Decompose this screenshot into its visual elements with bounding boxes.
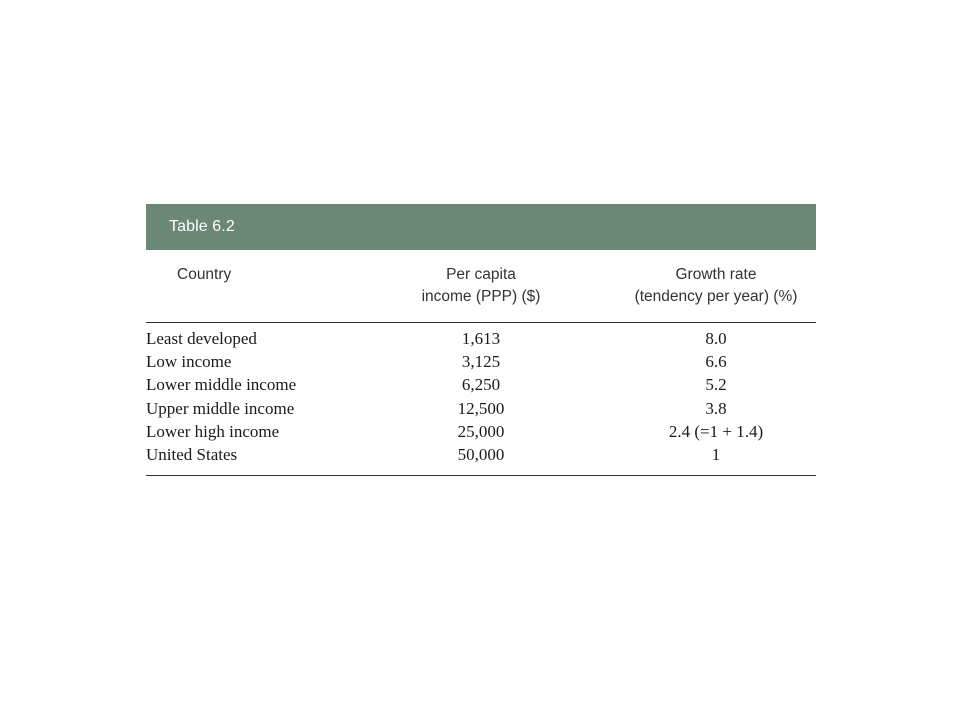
table-caption: Table 6.2 [169, 218, 235, 235]
cell-country: Lower high income [146, 421, 280, 441]
table-caption-bar [146, 204, 816, 250]
column-header-country: Country [177, 266, 232, 283]
table-header-row [146, 250, 816, 323]
table-row [146, 351, 816, 374]
column-header-growth-line2: (tendency per year) (%) [634, 288, 798, 305]
data-table [146, 204, 816, 476]
cell-income: 6,250 [461, 375, 501, 395]
column-header-income [416, 264, 546, 308]
table-row [146, 421, 816, 444]
cell-income: 1,613 [461, 329, 501, 348]
cell-growth: 3.8 [705, 398, 727, 418]
cell-growth: 8.0 [705, 329, 727, 348]
column-header-growth-line1: Growth rate [675, 266, 757, 283]
cell-income: 25,000 [457, 421, 505, 441]
cell-income: 50,000 [457, 444, 505, 464]
table-row [146, 398, 816, 421]
column-header-growth [616, 264, 816, 308]
cell-income: 3,125 [461, 352, 501, 372]
table-row [146, 444, 816, 467]
cell-growth: 6.6 [705, 352, 727, 372]
column-header-income-line1: Per capita [446, 266, 516, 283]
cell-country: Least developed [146, 329, 257, 348]
cell-growth: 5.2 [705, 375, 727, 395]
table-row [146, 374, 816, 397]
cell-country: Low income [146, 352, 232, 372]
cell-country: Lower middle income [146, 375, 297, 395]
cell-growth: 2.4 (=1 + 1.4) [668, 421, 764, 441]
column-header-income-line2: income (PPP) ($) [421, 288, 541, 305]
cell-income: 12,500 [457, 398, 505, 418]
table-body [146, 323, 816, 476]
cell-country: Upper middle income [146, 398, 295, 418]
table-row [146, 328, 816, 351]
cell-country: United States [146, 444, 238, 464]
cell-growth: 1 [711, 444, 721, 464]
